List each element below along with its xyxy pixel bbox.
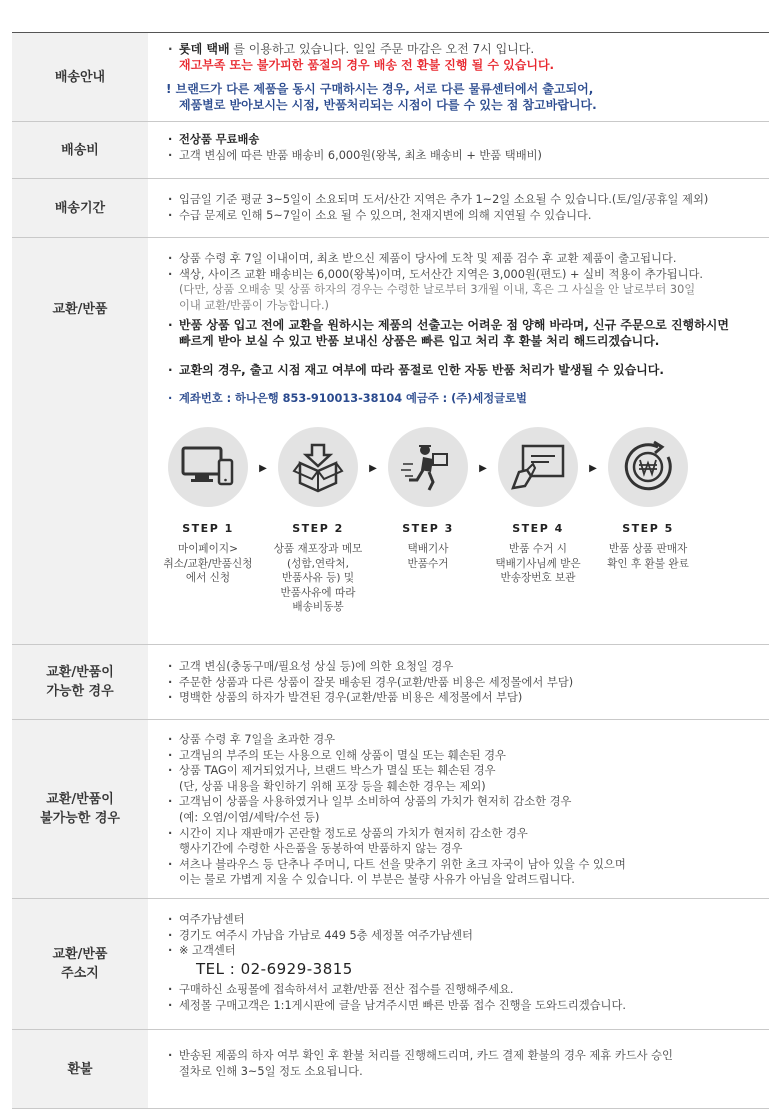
step-title: STEP 3	[402, 521, 454, 535]
arrow-icon: ▶	[479, 462, 487, 474]
address-item: · 세정몰 구매고객은 1:1게시판에 글을 남겨주시면 빠른 반품 접수 진행을 도와드리겠습니다.	[166, 998, 759, 1014]
row-title-shipping: 배송안내	[12, 33, 148, 121]
step-title: STEP 4	[512, 521, 564, 535]
period-item: · 입금일 기준 평균 3~5일이 소요되며 도서/산간 지역은 추가 1~2일 소요될 수 있습니다.(토/일/공휴일 제외)	[166, 192, 759, 208]
fee-item: · 고객 변심에 따른 반품 배송비 6,000원(왕복, 최초 배송비 + 반품 택배비)	[166, 148, 759, 164]
possible-item: · 명백한 상품의 하자가 발견된 경우(교환/반품 비용은 세정몰에서 부담)	[166, 690, 759, 706]
row-title-refund: 환불	[12, 1030, 148, 1108]
impossible-item-cont: (예: 오염/이염/세탁/수선 등)	[179, 810, 320, 824]
possible-item: · 고객 변심(충동구매/필요성 상실 등)에 의한 요청일 경우	[166, 659, 759, 675]
brand-note-line2: 제품별로 받아보시는 시점, 반품처리되는 시점이 다를 수 있는 점 참고바랍니다.	[179, 97, 597, 112]
row-exchange-return	[12, 238, 769, 645]
receipt-hand-icon	[498, 427, 578, 507]
arrow-icon: ▶	[369, 462, 377, 474]
customer-center-tel: TEL : 02-6929-3815	[196, 959, 353, 978]
exchange-item: · 상품 수령 후 7일 이내이며, 최초 받으신 제품이 당사에 도착 및 제품 검수 후 교환 제품이 출고됩니다.	[166, 251, 759, 267]
address-item: · 경기도 여주시 가남읍 가남로 449 5층 세정몰 여주가남센터	[166, 928, 759, 944]
exchange-note: (다만, 상품 오배송 및 상품 하자의 경우는 수령한 날로부터 3개월 이내, 혹은 그 사실을 안 날로부터 30일	[179, 283, 696, 297]
step-desc: 택배기사 반품수거	[407, 543, 449, 570]
impossible-item-cont: 이는 물로 가볍게 지울 수 있습니다. 이 부분은 불량 사유가 아님을 알려드립니다.	[179, 873, 575, 887]
row-title-address: 교환/반품 주소지	[12, 899, 148, 1029]
row-title-possible: 교환/반품이 가능한 경우	[12, 645, 148, 719]
possible-item: · 주문한 상품과 다른 상품이 잘못 배송된 경우(교환/반품 비용은 세정몰에서 부담)	[166, 675, 759, 691]
step-3	[380, 427, 476, 572]
step-4	[490, 427, 586, 586]
address-item: · 구매하신 쇼핑몰에 접속하셔서 교환/반품 전산 접수를 진행해주세요.	[166, 982, 759, 998]
row-title-fee: 배송비	[12, 122, 148, 178]
row-shipping-fee	[12, 122, 769, 179]
impossible-item-cont: (단, 상품 내용을 확인하기 위해 포장 등을 훼손한 경우는 제외)	[179, 779, 486, 793]
row-title-impossible: 교환/반품이 불가능한 경우	[12, 720, 148, 898]
arrow-icon: ▶	[589, 462, 597, 474]
exchange-note: 이내 교환/반품이 가능합니다.)	[179, 298, 329, 312]
address-item: · 여주가남센터	[166, 912, 759, 928]
row-title-period: 배송기간	[12, 179, 148, 237]
arrow-icon: ▶	[259, 462, 267, 474]
courier-name: 롯데 택배	[179, 42, 230, 56]
step-desc: 반품 수거 시 택배기사님께 받은 반송장번호 보관	[495, 543, 581, 585]
shipping-info-table	[12, 32, 769, 1109]
impossible-item: · 고객님의 부주의 또는 사용으로 인해 상품이 멸실 또는 훼손된 경우	[166, 748, 759, 764]
row-refund	[12, 1030, 769, 1109]
step-desc: 상품 재포장과 메모 (성함,연락처, 반품사유 등) 및 반품사유에 따라 배송비동봉	[273, 543, 363, 614]
auto-return-notice: · 교환의 경우, 출고 시점 재고 여부에 따라 품절로 인한 자동 반품 처리가 발생될 수 있습니다.	[166, 363, 759, 379]
impossible-item: · 상품 수령 후 7일을 초과한 경우	[166, 732, 759, 748]
monitor-icon	[168, 427, 248, 507]
won-refund-icon	[608, 427, 688, 507]
account-label: 계좌번호 :	[179, 392, 236, 406]
account-info	[166, 391, 759, 407]
impossible-item-cont: 행사기간에 수령한 사은품을 동봉하여 반품하지 않는 경우	[179, 842, 463, 856]
step-title: STEP 5	[622, 521, 674, 535]
exchange-item: · 색상, 사이즈 교환 배송비는 6,000(왕복)이며, 도서산간 지역은 3,000원(편도) + 실비 적용이 추가됩니다.	[166, 267, 759, 283]
fee-item: · 전상품 무료배송	[166, 132, 759, 148]
exchange-bold-notice: · 반품 상품 입고 전에 교환을 원하시는 제품의 선출고는 어려운 점 양해 바라며, 신규 주문으로 진행하시면	[166, 318, 759, 334]
impossible-item: · 시간이 지나 재판매가 곤란할 정도로 상품의 가치가 현저히 감소한 경우	[166, 826, 759, 842]
step-title: STEP 1	[182, 521, 234, 535]
step-desc: 반품 상품 판매자 확인 후 환불 완료	[607, 543, 689, 570]
step-title: STEP 2	[292, 521, 344, 535]
courier-line-rest: 를 이용하고 있습니다. 일일 주문 마감은 오전 7시 입니다.	[229, 42, 535, 56]
step-5	[600, 427, 696, 572]
account-value: 하나은행 853-910013-38104 예금주 : (주)세정글로벌	[235, 392, 527, 406]
refund-item-cont: 절차로 인해 3~5일 정도 소요됩니다.	[179, 1064, 363, 1078]
step-desc: 마이페이지> 취소/교환/반품신청 에서 신청	[163, 543, 253, 585]
step-2	[270, 427, 366, 615]
courier-line	[166, 42, 759, 58]
step-1	[160, 427, 256, 586]
impossible-item: · 고객님이 상품을 사용하였거나 일부 소비하여 상품의 가치가 현저히 감소한 경우	[166, 794, 759, 810]
return-steps	[160, 427, 759, 615]
brand-note-line1: ! 브랜드가 다른 제품을 동시 구매하시는 경우, 서로 다른 물류센터에서 출고되어,	[166, 82, 594, 97]
refund-item: · 반송된 제품의 하자 여부 확인 후 환불 처리를 진행해드리며, 카드 결제 환불의 경우 제휴 카드사 승인	[166, 1048, 759, 1064]
row-shipping-period	[12, 179, 769, 238]
stock-warning: 재고부족 또는 불가피한 품절의 경우 배송 전 환불 진행 될 수 있습니다.	[179, 57, 555, 72]
box-icon	[278, 427, 358, 507]
row-impossible-cases	[12, 720, 769, 899]
address-item: · ※ 고객센터	[166, 943, 759, 959]
row-return-address	[12, 899, 769, 1030]
exchange-bold-notice: 빠르게 받아 보실 수 있고 반품 보내신 상품은 빠른 입고 처리 후 환불 처리 해드리겠습니다.	[179, 333, 660, 348]
impossible-item: · 상품 TAG이 제거되었거나, 브랜드 박스가 멸실 또는 훼손된 경우	[166, 763, 759, 779]
row-possible-cases	[12, 645, 769, 720]
period-item: · 수급 문제로 인해 5~7일이 소요 될 수 있으며, 천재지변에 의해 지연될 수 있습니다.	[166, 208, 759, 224]
row-title-exchange: 교환/반품	[12, 238, 148, 644]
impossible-item: · 셔츠나 블라우스 등 단추나 주머니, 다트 선을 맞추기 위한 초크 자국이 남아 있을 수 있으며	[166, 857, 759, 873]
row-shipping-guide	[12, 33, 769, 122]
delivery-person-icon	[388, 427, 468, 507]
